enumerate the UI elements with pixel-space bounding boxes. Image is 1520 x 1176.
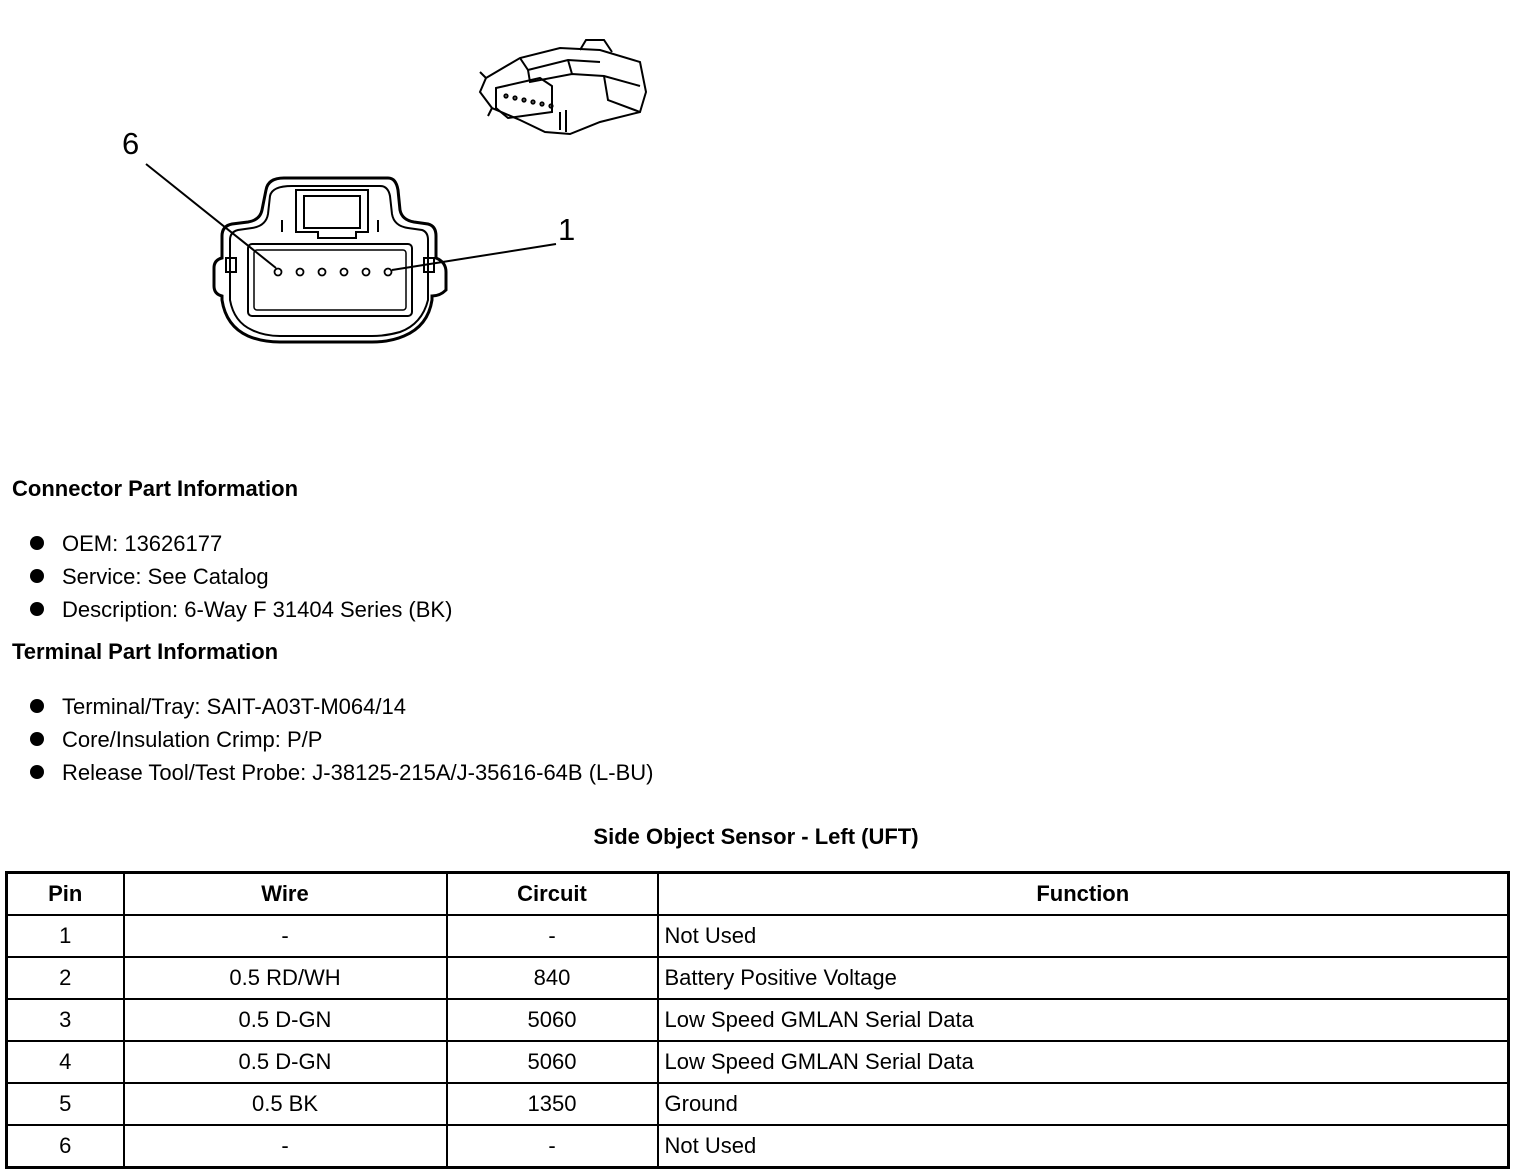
column-header-pin: Pin — [7, 873, 124, 916]
function-cell: Battery Positive Voltage — [658, 957, 1509, 999]
column-header-function: Function — [658, 873, 1509, 916]
list-item — [28, 560, 452, 593]
list-item — [28, 593, 452, 626]
function-cell: Not Used — [658, 915, 1509, 957]
connector-oem: OEM: 13626177 — [62, 531, 223, 556]
table-row — [7, 957, 1509, 999]
pin-1-leader-line — [392, 244, 556, 270]
bullet-icon — [30, 765, 44, 779]
function-cell: Ground — [658, 1083, 1509, 1125]
release-tool-test-probe: Release Tool/Test Probe: J-38125-215A/J-35616-64B (L-BU) — [62, 760, 654, 785]
terminal-pins — [275, 269, 392, 276]
list-item — [28, 723, 653, 756]
wire-cell: - — [124, 915, 447, 957]
connector-front-view — [146, 164, 556, 342]
wire-cell: 0.5 RD/WH — [124, 957, 447, 999]
connector-service: Service: See Catalog — [62, 564, 269, 589]
terminal-tray: Terminal/Tray: SAIT-A03T-M064/14 — [62, 694, 406, 719]
pin-6-label: 6 — [122, 126, 140, 161]
table-row — [7, 915, 1509, 957]
connector-isometric-illustration — [480, 40, 646, 134]
function-cell: Low Speed GMLAN Serial Data — [658, 999, 1509, 1041]
pin-cell: 4 — [7, 1041, 124, 1083]
table-row — [7, 999, 1509, 1041]
wire-cell: 0.5 D-GN — [124, 999, 447, 1041]
bullet-icon — [30, 699, 44, 713]
wire-cell: 0.5 BK — [124, 1083, 447, 1125]
list-item — [28, 690, 653, 723]
table-row — [7, 1125, 1509, 1168]
column-header-circuit: Circuit — [447, 873, 658, 916]
wire-cell: 0.5 D-GN — [124, 1041, 447, 1083]
connector-description: Description: 6-Way F 31404 Series (BK) — [62, 597, 453, 622]
terminal-part-info-list — [28, 690, 653, 789]
table-row — [7, 1041, 1509, 1083]
connector-part-info-heading: Connector Part Information — [12, 476, 299, 501]
circuit-cell: - — [447, 915, 658, 957]
pinout-table — [5, 871, 1510, 1169]
connector-diagram — [0, 0, 700, 400]
terminal-part-info-heading: Terminal Part Information — [12, 639, 279, 664]
list-item — [28, 527, 452, 560]
bullet-icon — [30, 602, 44, 616]
pin-cell: 5 — [7, 1083, 124, 1125]
circuit-cell: - — [447, 1125, 658, 1168]
list-item — [28, 756, 653, 789]
pin-cell: 2 — [7, 957, 124, 999]
function-cell: Low Speed GMLAN Serial Data — [658, 1041, 1509, 1083]
connector-part-info-list — [28, 527, 452, 626]
column-header-wire: Wire — [124, 873, 447, 916]
bullet-icon — [30, 569, 44, 583]
circuit-cell: 5060 — [447, 1041, 658, 1083]
function-cell: Not Used — [658, 1125, 1509, 1168]
bullet-icon — [30, 732, 44, 746]
circuit-cell: 1350 — [447, 1083, 658, 1125]
table-header-row — [7, 873, 1509, 916]
pin-cell: 1 — [7, 915, 124, 957]
pin-1-label: 1 — [558, 212, 576, 247]
pin-cell: 6 — [7, 1125, 124, 1168]
table-title: Side Object Sensor - Left (UFT) — [593, 824, 919, 849]
bullet-icon — [30, 536, 44, 550]
table-row — [7, 1083, 1509, 1125]
circuit-cell: 840 — [447, 957, 658, 999]
circuit-cell: 5060 — [447, 999, 658, 1041]
pin-6-leader-line — [146, 164, 276, 268]
pin-cell: 3 — [7, 999, 124, 1041]
core-insulation-crimp: Core/Insulation Crimp: P/P — [62, 727, 323, 752]
wire-cell: - — [124, 1125, 447, 1168]
